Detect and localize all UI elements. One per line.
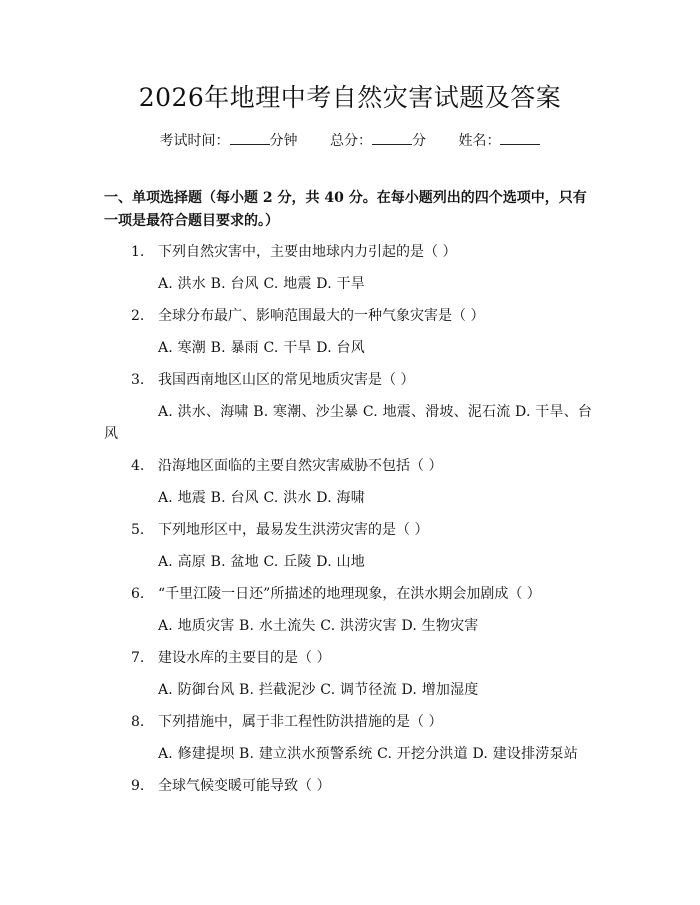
question-stem: “千里江陵一日还”所描述的地理现象，在洪水期会加剧成（ ） (158, 586, 541, 602)
question-item (104, 711, 596, 765)
exam-meta (0, 130, 700, 152)
exam-time-label: 考试时间： (159, 133, 230, 149)
question-number: 5. (131, 522, 145, 538)
question-stem: 我国西南地区山区的常见地质灾害是（ ） (158, 372, 415, 388)
section-heading: 一、单项选择题（每小题 2 分，共 40 分。在每小题列出的四个选项中，只有一项是最符合题目要求的。） (104, 190, 587, 229)
question-stem: 下列地形区中，最易发生洪涝灾害的是（ ） (158, 522, 429, 538)
question-list (104, 241, 596, 807)
exam-time-unit: 分钟 (269, 133, 298, 149)
exam-time-field (160, 130, 298, 152)
question-item (104, 647, 596, 701)
question-options: A. 高原 B. 盆地 C. 丘陵 D. 山地 (158, 554, 365, 570)
question-stem: 全球分布最广、影响范围最大的一种气象灾害是（ ） (158, 308, 485, 324)
question-stem: 全球气候变暖可能导致（ ） (158, 778, 331, 794)
question-item (104, 775, 596, 797)
question-options: A. 防御台风 B. 拦截泥沙 C. 调节径流 D. 增加湿度 (158, 682, 479, 698)
total-score-unit: 分 (412, 133, 426, 149)
question-stem: 建设水库的主要目的是（ ） (158, 650, 331, 666)
exam-time-blank (230, 130, 270, 145)
page-title: 2026年地理中考自然灾害试题及答案 (138, 83, 562, 112)
question-number: 2. (131, 308, 145, 324)
question-options: A. 修建提坝 B. 建立洪水预警系统 C. 开挖分洪道 D. 建设排涝泵站 (158, 746, 578, 762)
question-item (104, 369, 596, 445)
question-item (104, 305, 596, 359)
name-field (458, 130, 540, 152)
question-number: 1. (131, 244, 145, 260)
question-item (104, 583, 596, 637)
question-number: 6. (131, 586, 145, 602)
question-options: A. 地质灾害 B. 水土流失 C. 洪涝灾害 D. 生物灾害 (158, 618, 479, 634)
question-stem: 下列自然灾害中，主要由地球内力引起的是（ ） (158, 244, 457, 260)
question-options: A. 地震 B. 台风 C. 洪水 D. 海啸 (158, 490, 365, 506)
question-number: 9. (131, 778, 145, 794)
question-item (104, 455, 596, 509)
total-score-label: 总分： (330, 133, 372, 149)
question-options: A. 洪水、海啸 B. 寒潮、沙尘暴 C. 地震、滑坡、泥石流 D. 干旱、台风 (104, 404, 593, 442)
name-blank (500, 130, 540, 145)
question-number: 7. (131, 650, 145, 666)
question-number: 3. (131, 372, 145, 388)
question-options: A. 寒潮 B. 暴雨 C. 干旱 D. 台风 (158, 340, 365, 356)
question-stem: 沿海地区面临的主要自然灾害威胁不包括（ ） (158, 458, 443, 474)
total-score-blank (372, 130, 412, 145)
question-stem: 下列措施中，属于非工程性防洪措施的是（ ） (158, 714, 443, 730)
question-number: 8. (131, 714, 145, 730)
total-score-field (330, 130, 426, 152)
question-number: 4. (131, 458, 145, 474)
question-options: A. 洪水 B. 台风 C. 地震 D. 干旱 (158, 276, 365, 292)
question-item (104, 241, 596, 295)
name-label: 姓名： (458, 133, 501, 149)
question-item (104, 519, 596, 573)
